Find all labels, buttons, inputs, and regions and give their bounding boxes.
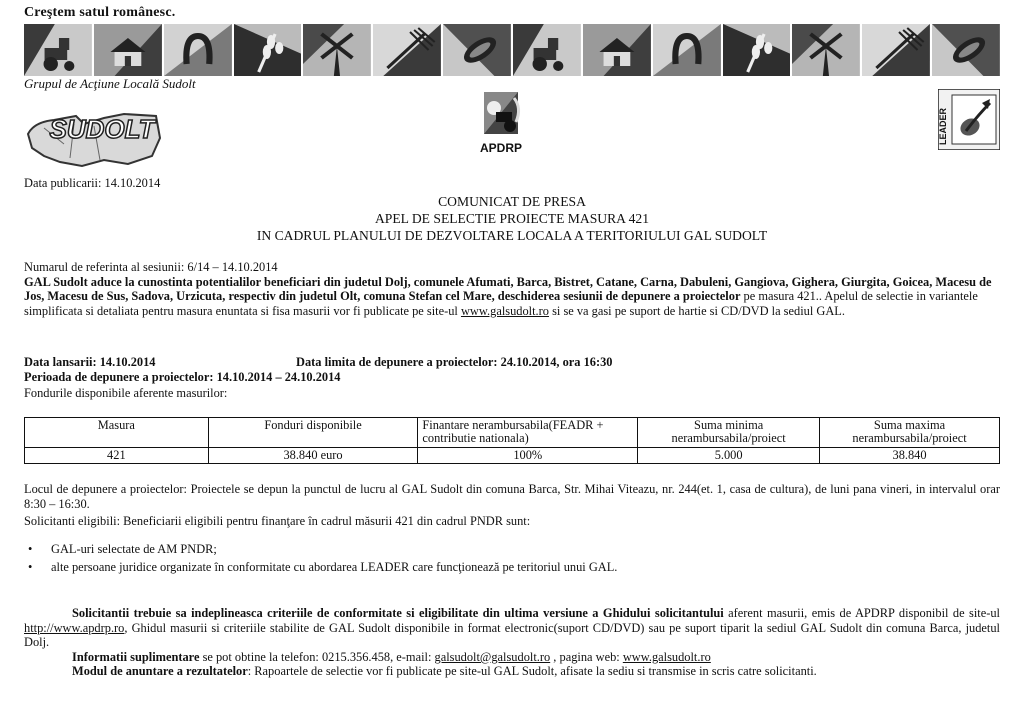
title-line-2: APEL DE SELECTIE PROIECTE MASURA 421 [374,211,650,226]
table-row [25,447,1000,463]
table-cell: 421 [25,447,209,463]
info-text: se pot obtine la telefon: 0215.356.458, e-mail: [199,649,435,664]
results-bold: Modul de anuntare a rezultatelor [72,664,248,679]
submission-period: Perioada de depunere a proiectelor: 14.10.2014 – 24.10.2014 [24,370,341,384]
table-header: Suma maxima nerambursabila/proiect [820,418,1000,448]
apdrp-link[interactable]: http://www.apdrp.ro [24,620,125,635]
wheat-icon [723,24,791,76]
requirements-bold: Solicitantii trebuie sa indeplineasca criteriile de conformitate si eligibilitate din ultima versiune a Ghidului solicitantului [72,606,724,620]
bullet-icon: • [28,542,33,556]
intro-text: pe masura 421.. Apelul de selectie in variantele simplificata si detaliata pentru masura enuntata si fisa masurii vor fi publicate pe site-ul [24,289,978,318]
results-text: : Rapoartele de selectie vor fi publicate pe site-ul GAL Sudolt, afisate la sediu si transmise in scris catre solicitanti. [247,664,817,679]
list-item [24,560,1000,575]
publication-date: Data publicarii: 14.10.2014 [24,176,161,190]
sudolt-logo [24,104,164,170]
windmill-icon [303,24,371,76]
bullet-icon: • [28,559,33,574]
wheat-icon [234,24,302,76]
rake-icon [862,24,930,76]
title-line-1: COMUNICAT DE PRESA [438,194,586,209]
tractor-icon [513,24,581,76]
intro-paragraph [24,275,1000,319]
table-cell: 100% [418,447,638,463]
slogan: Creştem satul românesc. [24,5,176,20]
info-mid: , pagina web: [550,649,623,664]
list-item [24,542,1000,557]
farmhouse-icon [583,24,651,76]
horseshoe-icon [164,24,232,76]
horseshoe-icon [653,24,721,76]
eligible-list [24,542,1000,577]
list-item-text: alte persoane juridice organizate în conformitate cu abordarea LEADER care funcţionează pe teritoriul unui GAL. [51,559,618,574]
deadline: Data limita de depunere a proiectelor: 24.10.2014, ora 16:30 [296,355,613,369]
list-item-text: GAL-uri selectate de AM PNDR; [51,542,217,556]
results-line [24,664,1000,679]
grain-icon [443,24,511,76]
launch-date: Data lansarii: 14.10.2014 [24,355,156,369]
launch-line [24,355,1000,370]
info-bold: Informatii suplimentare [72,649,200,664]
table-header: Masura [25,418,209,448]
submission-location-text: Locul de depunere a proiectelor: Proiectele se depun la punctul de lucru al GAL Sudolt din comuna Barca, Str. Mihai Viteazu, nr. 244(et. 1, casa de cultura), de luni pana vineri, in intervalul orar 8:30 – 16:30. [24,482,1000,511]
rake-icon [373,24,441,76]
header-banner [24,24,1000,76]
requirements-end: , Ghidul masurii si criteriile stabilite de GAL Sudolt disponibile in format electronic(suport CD/DVD) sau pe suport tiparit la sediul GAL Sudolt din comuna Barca, judetul Dolj. [24,620,1000,650]
submission-location [24,482,1000,511]
requirements-paragraph [24,606,1000,650]
tractor-icon [24,24,92,76]
eligible-applicants: Solicitanti eligibili: Beneficiarii eligibili pentru finanţare în cadrul măsurii 421 din cadrul PNDR sunt: [24,514,531,528]
table-header: Fonduri disponibile [208,418,418,448]
table-header-row [25,418,1000,448]
table-cell: 38.840 [820,447,1000,463]
sudolt-logo-text: SUDOLT [49,114,155,144]
info-line [24,650,1000,665]
apdrp-logo-text: APDRP [479,141,523,155]
title-line-3: IN CADRUL PLANULUI DE DEZVOLTARE LOCALA A TERITORIULUI GAL SUDOLT [256,228,768,243]
table-header: Finantare nerambursabila(FEADR + contributie nationala) [418,418,638,448]
email-link[interactable]: galsudolt@galsudolt.ro [434,649,551,664]
final-section [24,606,1000,679]
website-link[interactable]: www.galsudolt.ro [622,649,711,664]
galsudolt-link[interactable]: www.galsudolt.ro [460,303,549,318]
grain-icon [932,24,1000,76]
farmhouse-icon [94,24,162,76]
leader-logo-text: LEADER [938,107,948,145]
leader-logo [938,89,1000,150]
funds-table [24,417,1000,464]
table-cell: 5.000 [638,447,820,463]
table-cell: 38.840 euro [208,447,418,463]
session-reference: Numarul de referinta al sesiunii: 6/14 – 14.10.2014 [24,260,278,274]
table-header: Suma minima nerambursabila/proiect [638,418,820,448]
press-release-title [24,193,1000,244]
requirements-text: aferent masurii, emis de APDRP disponibil de site-ul [723,606,1000,620]
intro-section [24,260,1000,318]
intro-bold: GAL Sudolt aduce la cunostinta potentialilor beneficiari din judetul Dolj, comunele Afumati, Barca, Bistret, Catane, Carna, Dabuleni, Gangiova, Gighera, Giurgita, Goicea, Macesu de Jos, Macesu de Sus, Sadova, Urzicuta, respectiv din judetul Olt, comuna Stefan cel Mare, deschiderea sesiunii de depunere a proiectelor [24,274,992,304]
apdrp-logo [470,88,532,158]
funds-label: Fondurile disponibile aferente masurilor: [24,386,228,400]
gal-name: Grupul de Acţiune Locală Sudolt [24,76,196,91]
intro-end: si se va gasi pe suport de hartie si CD/DVD la sediul GAL. [548,303,845,318]
windmill-icon [792,24,860,76]
